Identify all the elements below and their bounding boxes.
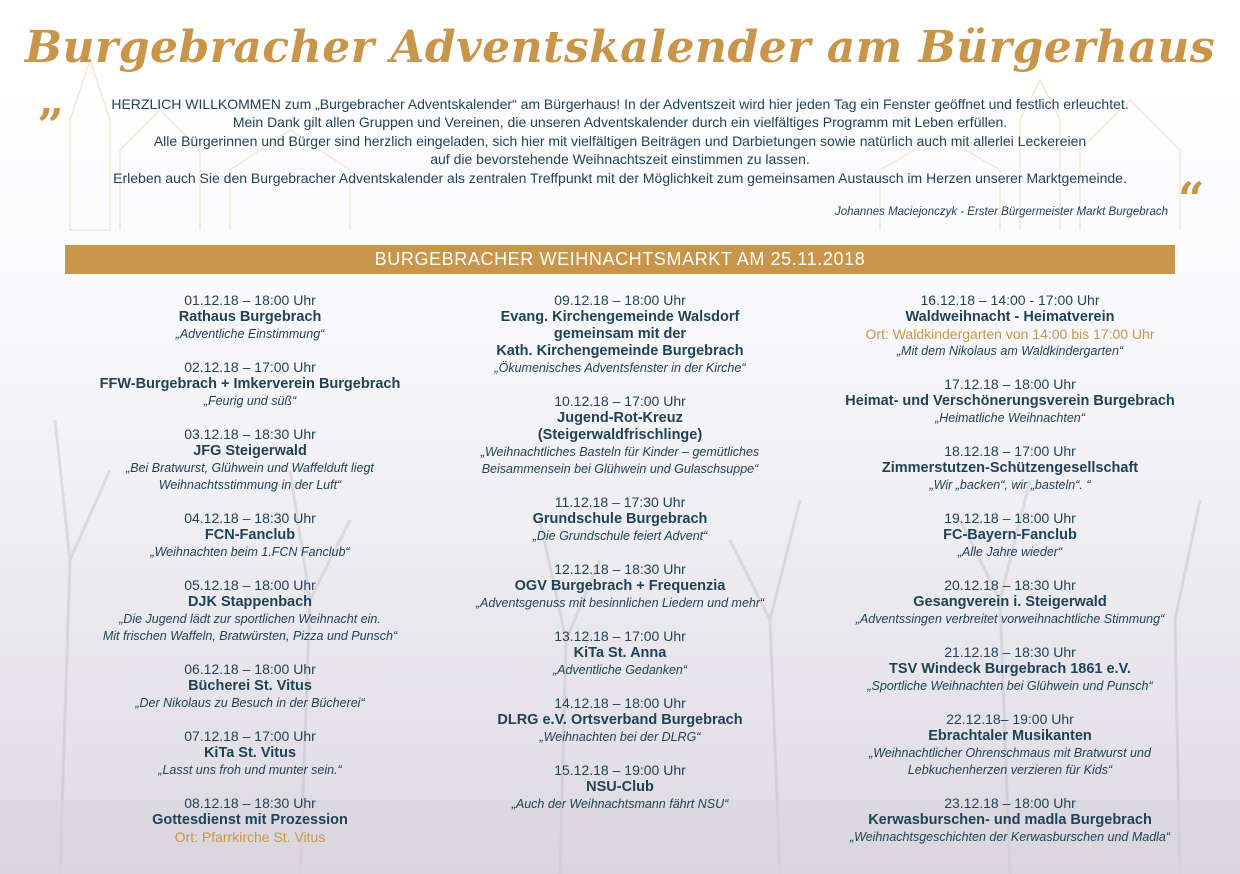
event-date: 05.12.18 – 18:00 Uhr bbox=[184, 577, 316, 593]
event-entry bbox=[410, 561, 830, 612]
event-host: OGV Burgebrach + Frequenzia bbox=[514, 578, 726, 594]
event-motto: „Die Grundschule feiert Advent“ bbox=[532, 529, 708, 543]
quote-close-mark: “ bbox=[1178, 172, 1205, 226]
event-date: 19.12.18 – 18:00 Uhr bbox=[944, 510, 1076, 526]
event-entry bbox=[800, 644, 1220, 695]
event-entry bbox=[40, 292, 460, 343]
event-date: 11.12.18 – 17:30 Uhr bbox=[554, 494, 686, 510]
event-motto: „Auch der Weihnachtsmann fährt NSU“ bbox=[511, 797, 729, 811]
event-host: Rathaus Burgebrach bbox=[178, 309, 322, 325]
event-motto: „Heimatliche Weihnachten“ bbox=[935, 411, 1085, 425]
event-date: 22.12.18– 19:00 Uhr bbox=[946, 711, 1074, 727]
event-host: FFW-Burgebrach + Imkerverein Burgebrach bbox=[99, 376, 401, 392]
page-title: Burgebracher Adventskalender am Bürgerhaus bbox=[24, 22, 1216, 73]
event-date: 02.12.18 – 17:00 Uhr bbox=[184, 359, 316, 375]
event-date: 10.12.18 – 17:00 Uhr bbox=[554, 393, 686, 409]
market-banner: BURGEBRACHER WEIHNACHTSMARKT AM 25.11.2018 bbox=[65, 245, 1175, 274]
event-entry bbox=[40, 510, 460, 561]
event-date: 12.12.18 – 18:30 Uhr bbox=[554, 561, 686, 577]
event-host: NSU-Club bbox=[586, 779, 654, 795]
intro-line: Alle Bürgerinnen und Bürger sind herzlich eingeladen, sich hier mit vielfältigen Beiträgen und Darbietungen sowie natürlich auch mit allerlei Leckereien bbox=[153, 132, 1087, 149]
event-motto: „Adventliche Einstimmung“ bbox=[175, 327, 325, 341]
event-host: JFG Steigerwald bbox=[193, 443, 307, 459]
event-host: DLRG e.V. Ortsverband Burgebrach bbox=[497, 712, 743, 728]
event-motto: „Lasst uns froh und munter sein.“ bbox=[158, 763, 342, 777]
event-entry bbox=[40, 577, 460, 645]
event-host: FC-Bayern-Fanclub bbox=[943, 527, 1077, 543]
event-date: 18.12.18 – 17:00 Uhr bbox=[944, 443, 1076, 459]
event-date: 09.12.18 – 18:00 Uhr bbox=[554, 292, 686, 308]
event-motto: „Weihnachtsgeschichten der Kerwasburschen und Madla“ bbox=[849, 830, 1171, 844]
event-motto: „Bei Bratwurst, Glühwein und Waffelduft liegt Weihnachtsstimmung in der Luft“ bbox=[126, 461, 374, 492]
event-entry bbox=[410, 494, 830, 545]
event-entry bbox=[800, 711, 1220, 779]
event-date: 23.12.18 – 18:00 Uhr bbox=[944, 795, 1076, 811]
events-column-2 bbox=[410, 292, 830, 829]
intro-line: Erleben auch Sie den Burgebracher Adventskalender als zentralen Treffpunkt mit der Möglichkeit zum gemeinsamen Austausch im Herzen unserer Marktgemeinde. bbox=[113, 169, 1127, 186]
event-entry bbox=[40, 728, 460, 779]
event-entry bbox=[40, 359, 460, 410]
event-location: Ort: Waldkindergarten von 14:00 bis 17:00 Uhr bbox=[865, 326, 1155, 342]
event-date: 07.12.18 – 17:00 Uhr bbox=[184, 728, 316, 744]
event-entry bbox=[410, 292, 830, 377]
event-entry bbox=[410, 695, 830, 746]
event-entry bbox=[40, 795, 460, 846]
events-column-3 bbox=[800, 292, 1220, 862]
event-date: 17.12.18 – 18:00 Uhr bbox=[944, 376, 1076, 392]
event-host: KiTa St. Vitus bbox=[203, 745, 297, 761]
event-entry bbox=[800, 510, 1220, 561]
event-entry bbox=[800, 443, 1220, 494]
event-host: Ebrachtaler Musikanten bbox=[928, 728, 1092, 744]
event-host: DJK Stappenbach bbox=[187, 594, 313, 610]
event-motto: „Weihnachtlicher Ohrenschmaus mit Bratwurst und Lebkuchenherzen verzieren für Kids“ bbox=[869, 746, 1151, 777]
event-motto: „Der Nikolaus zu Besuch in der Bücherei“ bbox=[135, 696, 365, 710]
event-motto: „Mit dem Nikolaus am Waldkindergarten“ bbox=[896, 344, 1124, 358]
event-host: Grundschule Burgebrach bbox=[532, 511, 708, 527]
event-motto: „Wir „backen“, wir „basteln“. “ bbox=[929, 478, 1091, 492]
event-motto: „Weihnachten beim 1.FCN Fanclub“ bbox=[150, 545, 350, 559]
event-host: Heimat- und Verschönerungsverein Burgebrach bbox=[845, 393, 1175, 409]
event-host: Gottesdienst mit Prozession bbox=[152, 812, 348, 828]
event-date: 15.12.18 – 19:00 Uhr bbox=[554, 762, 686, 778]
event-entry bbox=[800, 577, 1220, 628]
event-motto: „Ökumenisches Adventsfenster in der Kirche“ bbox=[494, 361, 746, 375]
event-host: Evang. Kirchengemeinde Walsdorf gemeinsam mit der Kath. Kirchengemeinde Burgebrach bbox=[496, 309, 744, 359]
event-host: Zimmerstutzen-Schützengesellschaft bbox=[881, 460, 1139, 476]
event-motto: „Sportliche Weihnachten bei Glühwein und Punsch“ bbox=[867, 679, 1153, 693]
event-date: 21.12.18 – 18:30 Uhr bbox=[944, 644, 1076, 660]
event-entry bbox=[40, 661, 460, 712]
quote-open-mark: „ bbox=[38, 72, 65, 126]
event-host: Kerwasburschen- und madla Burgebrach bbox=[868, 812, 1152, 828]
event-motto: „Adventsgenuss mit besinnlichen Liedern und mehr“ bbox=[475, 596, 765, 610]
event-location: Ort: Pfarrkirche St. Vitus bbox=[174, 829, 326, 845]
event-host: Gesangverein i. Steigerwald bbox=[913, 594, 1107, 610]
event-motto: „Die Jugend lädt zur sportlichen Weihnacht ein. Mit frischen Waffeln, Bratwürsten, Pizza und Punsch“ bbox=[102, 612, 398, 643]
event-motto: „Weihnachtliches Basteln für Kinder – gemütliches Beisammensein bei Glühwein und Gulaschsuppe“ bbox=[480, 445, 760, 476]
event-host: Bücherei St. Vitus bbox=[188, 678, 312, 694]
event-entry bbox=[800, 292, 1220, 360]
event-date: 03.12.18 – 18:30 Uhr bbox=[184, 426, 316, 442]
event-date: 01.12.18 – 18:00 Uhr bbox=[184, 292, 316, 308]
event-entry bbox=[800, 795, 1220, 846]
event-date: 08.12.18 – 18:30 Uhr bbox=[184, 795, 316, 811]
event-entry bbox=[410, 628, 830, 679]
intro-line: auf die bevorstehende Weihnachtszeit einstimmen zu lassen. bbox=[430, 151, 810, 168]
event-date: 20.12.18 – 18:30 Uhr bbox=[944, 577, 1076, 593]
event-date: 13.12.18 – 17:00 Uhr bbox=[554, 628, 686, 644]
event-motto: „Adventliche Gedanken“ bbox=[552, 663, 688, 677]
event-host: Waldweihnacht - Heimatverein bbox=[905, 309, 1115, 325]
event-motto: „Alle Jahre wieder“ bbox=[957, 545, 1063, 559]
event-host: KiTa St. Anna bbox=[573, 645, 667, 661]
event-date: 16.12.18 – 14:00 - 17:00 Uhr bbox=[920, 292, 1100, 308]
signature: Johannes Maciejonczyk - Erster Bürgermeister Markt Burgebrach bbox=[835, 206, 1168, 218]
event-entry bbox=[800, 376, 1220, 427]
event-motto: „Feurig und süß“ bbox=[203, 394, 297, 408]
event-entry bbox=[410, 762, 830, 813]
event-host: Jugend-Rot-Kreuz (Steigerwaldfrischlinge) bbox=[537, 410, 703, 443]
event-motto: „Weihnachten bei der DLRG“ bbox=[539, 730, 701, 744]
event-entry bbox=[40, 426, 460, 494]
intro-line: HERZLICH WILLKOMMEN zum „Burgebracher Adventskalender“ am Bürgerhaus! In der Adventszeit wird hier jeden Tag ein Fenster geöffnet und festlich erleuchtet. bbox=[111, 96, 1129, 112]
intro-line: Mein Dank gilt allen Gruppen und Vereinen, die unseren Adventskalender durch ein vielfältiges Programm mit Leben erfüllen. bbox=[232, 114, 1008, 131]
events-column-1 bbox=[40, 292, 460, 862]
event-entry bbox=[410, 393, 830, 478]
event-date: 14.12.18 – 18:00 Uhr bbox=[554, 695, 686, 711]
event-date: 06.12.18 – 18:00 Uhr bbox=[184, 661, 316, 677]
event-host: TSV Windeck Burgebrach 1861 e.V. bbox=[889, 661, 1131, 677]
event-host: FCN-Fanclub bbox=[204, 527, 296, 543]
intro-text bbox=[40, 95, 1200, 187]
event-date: 04.12.18 – 18:30 Uhr bbox=[184, 510, 316, 526]
event-motto: „Adventssingen verbreitet vorweihnachtliche Stimmung“ bbox=[855, 612, 1165, 626]
